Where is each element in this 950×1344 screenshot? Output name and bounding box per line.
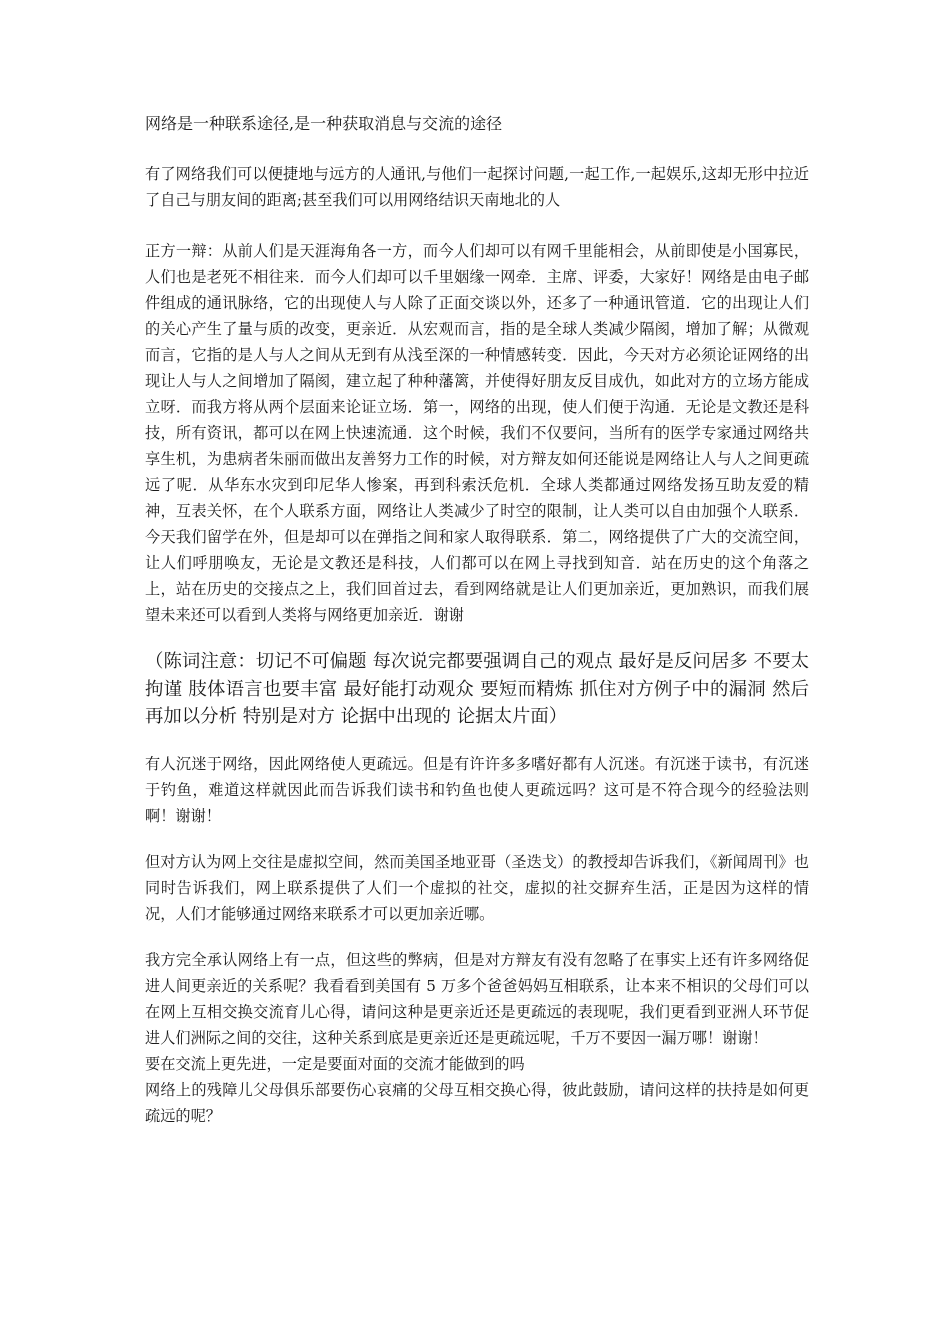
face-to-face-line: 要在交流上更先进，一定是要面对面的交流才能做到的吗 bbox=[145, 1054, 525, 1073]
rebuttal-paragraph-1: 有人沉迷于网络，因此网络使人更疏远。但是有许许多多嗜好都有人沉迷。有沉迷于读书，有沉迷于钓鱼，难道这样就因此而告诉我们读书和钓鱼也使人更疏远吗？这可是不符合现今的经验法则啊！谢谢！ bbox=[145, 754, 809, 825]
opening-speech-paragraph: 正方一辩：从前人们是天涯海角各一方，而今人们却可以有网千里能相会，从前即使是小国寡民，人们也是老死不相往来．而今人们却可以千里姻缘一网牵．主席、评委，大家好！网络是由电子邮件组成的通讯脉络，它的出现使人与人除了正面交谈以外，还多了一种通讯管道．它的出现让人们的关心产生了量与质的改变，更亲近．从宏观而言，指的是全球人类减少隔阂，增加了解；从微观而言，它指的是人与人之间从无到有从浅至深的一种情感转变．因此，今天对方必须论证网络的出现让人与人之间增加了隔阂，建立起了种种藩篱，并使得好朋友反目成仇，如此对方的立场方能成立呀．而我方将从两个层面来论证立场．第一，网络的出现，使人们便于沟通．无论是文教还是科技，所有资讯，都可以在网上快速流通．这个时候，我们不仅要问，当所有的医学专家通过网络共享生机，为患病者朱丽而做出友善努力工作的时候，对方辩友如何还能说是网络让人与人之间更疏远了呢．从华东水灾到印尼华人惨案，再到科索沃危机．全球人类都通过网络发扬互助友爱的精神，互表关怀，在个人联系方面，网络让人类减少了时空的限制，让人类可以自由加强个人联系．今天我们留学在外，但是却可以在弹指之间和家人取得联系．第二，网络提供了广大的交流空间，让人们呼朋唤友，无论是文教还是科技，人们都可以在网上寻找到知音．站在历史的这个角落之上，站在历史的交接点之上，我们回首过去，看到网络就是让人们更加亲近，更加熟识，而我们展望未来还可以看到人类将与网络更加亲近．谢谢 bbox=[145, 242, 809, 624]
rebuttal-paragraph-3: 我方完全承认网络上有一点，但这些的弊病，但是对方辩友有没有忽略了在事实上还有许多网络促进人间更亲近的关系呢？我看看到美国有 5 万多个爸爸妈妈互相联系，让本来不相识的父母们可以在网上互相交换交流育儿心得，请问这种是更亲近还是更疏远的表现呢，我们更看到亚洲人环节促进人们洲际之间的交往，这种关系到底是更亲近还是更疏远呢，千万不要因一漏万哪！谢谢！ bbox=[145, 950, 809, 1047]
closing-question-paragraph: 网络上的残障儿父母俱乐部要伤心哀痛的父母互相交换心得，彼此鼓励，请问这样的扶持是如何更疏远的呢？ bbox=[145, 1080, 809, 1125]
intro-paragraph: 有了网络我们可以便捷地与远方的人通讯,与他们一起探讨问题,一起工作,一起娱乐,这却无形中拉近了自己与朋友间的距离;甚至我们可以用网络结识天南地北的人 bbox=[145, 165, 809, 209]
speaking-notes-paragraph: （陈词注意：切记不可偏题 每次说完都要强调自己的观点 最好是反问居多 不要太拘谨 肢体语言也要丰富 最好能打动观众 要短而精炼 抓住对方例子中的漏洞 然后再加以分析 特别是对方 论据中出现的 论据太片面） bbox=[145, 651, 809, 727]
rebuttal-paragraph-2: 但对方认为网上交往是虚拟空间，然而美国圣地亚哥（圣迭戈）的教授却告诉我们，《新闻周刊》也同时告诉我们，网上联系提供了人们一个虚拟的社交，虚拟的社交摒弃生活，正是因为这样的情况，人们才能够通过网络来联系才可以更加亲近哪。 bbox=[145, 852, 809, 923]
document-page bbox=[145, 110, 809, 1129]
document-title: 网络是一种联系途径,是一种获取消息与交流的途径 bbox=[145, 114, 503, 133]
